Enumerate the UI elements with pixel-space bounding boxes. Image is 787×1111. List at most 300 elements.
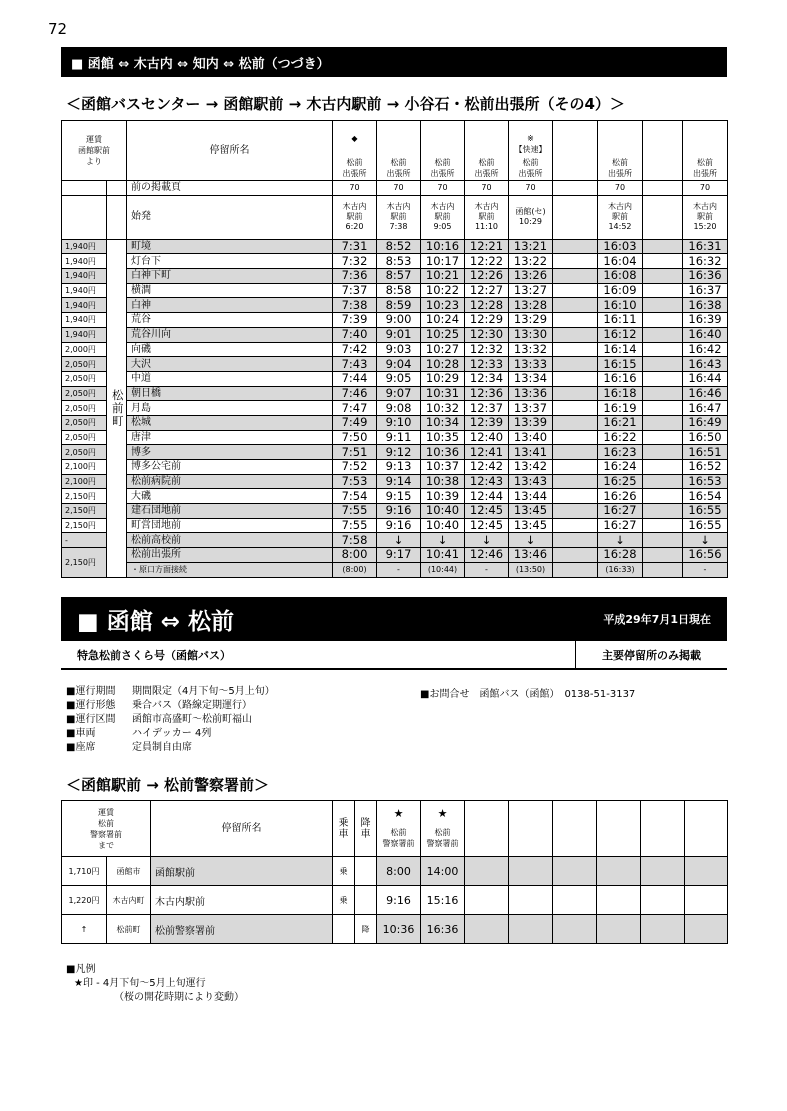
trip-header: [421, 121, 465, 181]
stop-row: [62, 283, 728, 298]
origin-line2: 函館(セ): [515, 207, 546, 217]
time-cell: 16:44: [683, 371, 728, 386]
section2-band: [61, 641, 727, 670]
fare-header: 運賃 松前 警察署前 まで: [62, 801, 151, 857]
stop-name: 大沢: [127, 357, 333, 372]
trip-dest-line1: 松前: [478, 158, 495, 167]
terminal-sub-row: [62, 562, 728, 577]
time-cell: 12:21: [465, 239, 509, 254]
info-row: [66, 685, 275, 699]
trip-header: [598, 121, 643, 181]
stop-name: 松前出張所: [127, 548, 333, 563]
time-cell: 12:22: [465, 254, 509, 269]
trip-dest-line2: 警察署前: [426, 839, 459, 848]
trip-dest-line2: 出張所: [608, 169, 632, 178]
origin-cell: [421, 195, 465, 239]
route-name: 特急松前さくら号（函館バス）: [77, 648, 231, 662]
time-cell: 8:57: [377, 269, 421, 284]
time-cell: 10:16: [421, 239, 465, 254]
time-cell: 12:41: [465, 445, 509, 460]
time-cell: [553, 415, 598, 430]
stop-row: [62, 401, 728, 416]
board-cell: [333, 915, 355, 944]
prev-page-label: 前の掲載頁: [127, 181, 333, 196]
time-cell: [643, 239, 683, 254]
stop-row: [62, 327, 728, 342]
time-cell: 9:10: [377, 415, 421, 430]
time-cell: 7:47: [333, 401, 377, 416]
time-cell: 10:35: [421, 430, 465, 445]
terminal-row: [62, 548, 728, 563]
origin-line1: 木古内: [693, 202, 717, 212]
time-cell: 7:44: [333, 371, 377, 386]
stop-row: [62, 430, 728, 445]
stop-name: 木古内駅前: [151, 886, 333, 915]
time-cell: 12:46: [465, 548, 509, 563]
origin-label: 始発: [127, 195, 333, 239]
prev-page-cell: [643, 181, 683, 196]
header-row: [62, 801, 728, 857]
board-cell: 乗: [333, 886, 355, 915]
time-cell: 12:42: [465, 460, 509, 475]
time-cell: [553, 239, 598, 254]
stop-row: [62, 386, 728, 401]
empty-time-cell: [685, 886, 728, 915]
time-cell: 10:28: [421, 357, 465, 372]
time-cell: 16:43: [683, 357, 728, 372]
time-cell: 13:40: [509, 430, 553, 445]
origin-time: 10:29: [518, 217, 543, 227]
stop-name: 荒谷川向: [127, 327, 333, 342]
time-cell: 16:27: [598, 518, 643, 533]
time-cell: [553, 269, 598, 284]
time-cell: [643, 386, 683, 401]
empty-time-cell: [641, 886, 685, 915]
fare-cell: 2,050円: [62, 415, 107, 430]
empty-time-cell: [509, 886, 553, 915]
time-cell: 8:00: [377, 857, 421, 886]
time-cell: 7:40: [333, 327, 377, 342]
stop-name: 松前高校前: [127, 533, 333, 548]
info-key: ■運行区間: [66, 714, 116, 725]
time-cell: [643, 533, 683, 548]
trip-mark: [553, 155, 597, 179]
trip-mark: [643, 155, 682, 179]
time-cell: 12:29: [465, 313, 509, 328]
time-cell: 16:14: [598, 342, 643, 357]
trip-mark: [421, 133, 464, 157]
alight-cell: [355, 857, 377, 886]
fare-cell: 2,050円: [62, 430, 107, 445]
fare-cell: 2,050円: [62, 445, 107, 460]
time-cell: 12:33: [465, 357, 509, 372]
time-cell: [553, 474, 598, 489]
time-cell: [643, 504, 683, 519]
stop-name: 松城: [127, 415, 333, 430]
connection-time: -: [465, 562, 509, 577]
time-cell: 13:29: [509, 313, 553, 328]
origin-line1: 木古内: [608, 202, 632, 212]
trip-mark: ★: [393, 807, 404, 820]
time-cell: 16:04: [598, 254, 643, 269]
time-cell: 13:22: [509, 254, 553, 269]
time-cell: 13:33: [509, 357, 553, 372]
trip-header: [421, 801, 465, 857]
time-cell: [643, 445, 683, 460]
empty-trip-header: [509, 801, 553, 857]
alight-header: 降 車: [355, 801, 377, 857]
fare-cell: 2,150円: [62, 548, 107, 577]
fare-cell: ↑: [62, 915, 107, 944]
stop-row: [62, 342, 728, 357]
time-cell: 10:36: [421, 445, 465, 460]
time-cell: 9:03: [377, 342, 421, 357]
time-cell: 16:10: [598, 298, 643, 313]
origin-line1: 木古内: [474, 202, 499, 212]
fare-cell: 1,940円: [62, 298, 107, 313]
blank-cell: [107, 181, 127, 196]
time-cell: 16:25: [598, 474, 643, 489]
info-row: [66, 727, 275, 741]
time-cell: 12:45: [465, 504, 509, 519]
time-cell: 16:28: [598, 548, 643, 563]
stop-row: [62, 886, 728, 915]
trip-mark: ※ 【快速】: [514, 134, 547, 154]
time-cell: 7:39: [333, 313, 377, 328]
legend-line2: （桜の開花時期により変動）: [114, 992, 244, 1003]
trip-dest-line2: 出張所: [693, 169, 717, 178]
origin-row: [62, 195, 728, 239]
time-cell: 9:05: [377, 371, 421, 386]
time-cell: 13:39: [509, 415, 553, 430]
time-cell: 12:45: [465, 518, 509, 533]
time-cell: 16:55: [683, 504, 728, 519]
section1-subtitle: ＜函館バスセンター → 函館駅前 → 木古内駅前 → 小谷石・松前出張所（その4）＞: [66, 95, 625, 113]
origin-line2: 駅前: [434, 212, 451, 222]
time-cell: 9:12: [377, 445, 421, 460]
time-cell: [643, 298, 683, 313]
time-cell: 13:45: [509, 504, 553, 519]
time-cell: 7:37: [333, 283, 377, 298]
stop-header: 停留所名: [151, 801, 333, 857]
origin-line1: 木古内: [430, 202, 455, 212]
legend-title: ■凡例: [66, 964, 96, 975]
time-cell: 7:49: [333, 415, 377, 430]
header-row: [62, 121, 728, 181]
time-cell: 16:23: [598, 445, 643, 460]
section2-subtitle: ＜函館駅前 → 松前警察署前＞: [66, 776, 270, 794]
connection-time: (10:44): [421, 562, 465, 577]
prev-page-cell: [553, 181, 598, 196]
time-cell: [643, 489, 683, 504]
time-cell: 10:41: [421, 548, 465, 563]
stop-name: 町境: [127, 239, 333, 254]
origin-line2: 駅前: [697, 212, 713, 222]
area-cell: 木古内町: [107, 886, 151, 915]
time-cell: 12:34: [465, 371, 509, 386]
time-cell: 10:17: [421, 254, 465, 269]
origin-line2: 駅前: [612, 212, 628, 222]
stop-name: 町営団地前: [127, 518, 333, 533]
origin-time: 14:52: [608, 222, 632, 232]
trip-dest-line2: 警察署前: [382, 839, 415, 848]
trip-dest-line2: 出張所: [342, 169, 367, 178]
empty-time-cell: [597, 857, 641, 886]
info-row: [66, 713, 275, 727]
time-cell: 12:43: [465, 474, 509, 489]
fare-header: 運賃 函館駅前 より: [62, 121, 127, 181]
time-cell: 16:52: [683, 460, 728, 475]
time-cell: 10:40: [421, 518, 465, 533]
time-cell: 9:14: [377, 474, 421, 489]
time-cell: 15:16: [421, 886, 465, 915]
info-value: 定員制自由席: [132, 742, 192, 753]
time-cell: 13:46: [509, 548, 553, 563]
origin-cell: [553, 195, 598, 239]
alight-cell: 降: [355, 915, 377, 944]
time-cell: [553, 283, 598, 298]
time-cell: 16:18: [598, 386, 643, 401]
time-cell: [643, 371, 683, 386]
time-cell: [553, 533, 598, 548]
stop-row: [62, 518, 728, 533]
time-cell: [643, 474, 683, 489]
time-cell: 7:50: [333, 430, 377, 445]
empty-time-cell: [597, 886, 641, 915]
time-cell: 13:27: [509, 283, 553, 298]
prev-page-cell: 70: [333, 181, 377, 196]
time-cell: 9:04: [377, 357, 421, 372]
time-cell: 16:26: [598, 489, 643, 504]
time-cell: 8:59: [377, 298, 421, 313]
time-cell: [643, 254, 683, 269]
empty-time-cell: [641, 915, 685, 944]
time-cell: 12:32: [465, 342, 509, 357]
time-cell: 9:16: [377, 886, 421, 915]
section2-date: 平成29年7月1日現在: [603, 613, 711, 626]
time-cell: 16:09: [598, 283, 643, 298]
trip-mark: [598, 133, 642, 157]
time-cell: [643, 313, 683, 328]
time-cell: 16:38: [683, 298, 728, 313]
time-cell: 16:15: [598, 357, 643, 372]
time-cell: ↓: [377, 533, 421, 548]
prev-page-cell: 70: [377, 181, 421, 196]
trip-dest-line2: 出張所: [474, 169, 499, 178]
trip-header: [643, 121, 683, 181]
time-cell: [643, 548, 683, 563]
time-cell: 16:32: [683, 254, 728, 269]
time-cell: 9:16: [377, 518, 421, 533]
time-cell: 13:42: [509, 460, 553, 475]
page-number: 72: [48, 20, 68, 38]
trip-dest-line1: 松前: [522, 158, 539, 167]
fare-cell: 2,050円: [62, 386, 107, 401]
empty-time-cell: [641, 857, 685, 886]
empty-time-cell: [509, 915, 553, 944]
trip-mark: [465, 133, 508, 157]
trip-mark: ◆: [351, 134, 358, 143]
origin-line2: 駅前: [346, 212, 363, 222]
trip-dest-line1: 松前: [390, 158, 407, 167]
origin-time: 15:20: [693, 222, 717, 232]
time-cell: 9:08: [377, 401, 421, 416]
service-info: [66, 685, 275, 755]
info-value: 期間限定（4月下旬〜5月上旬）: [132, 686, 275, 697]
empty-time-cell: [465, 886, 509, 915]
info-key: ■座席: [66, 742, 96, 753]
time-cell: [643, 430, 683, 445]
stop-row: [62, 857, 728, 886]
empty-time-cell: [685, 915, 728, 944]
time-cell: 7:42: [333, 342, 377, 357]
time-cell: 16:27: [598, 504, 643, 519]
time-cell: 10:21: [421, 269, 465, 284]
trip-header: [683, 121, 728, 181]
origin-line2: 駅前: [390, 212, 407, 222]
time-cell: 13:21: [509, 239, 553, 254]
empty-time-cell: [509, 857, 553, 886]
stop-row: [62, 474, 728, 489]
legend: [66, 963, 244, 1005]
time-cell: 10:23: [421, 298, 465, 313]
info-key: ■運行形態: [66, 700, 116, 711]
time-cell: [643, 460, 683, 475]
time-cell: 12:28: [465, 298, 509, 313]
time-cell: 10:34: [421, 415, 465, 430]
trip-header: [377, 801, 421, 857]
empty-time-cell: [465, 915, 509, 944]
origin-time: 9:05: [433, 222, 452, 232]
time-cell: [643, 518, 683, 533]
info-key: ■運行期間: [66, 686, 116, 697]
time-cell: 16:55: [683, 518, 728, 533]
stop-name: 松前病院前: [127, 474, 333, 489]
fare-cell: 1,940円: [62, 269, 107, 284]
stop-name: 荒谷: [127, 313, 333, 328]
stop-name: 向磯: [127, 342, 333, 357]
stop-row: [62, 254, 728, 269]
time-cell: [553, 313, 598, 328]
time-cell: 10:22: [421, 283, 465, 298]
trip-mark: ★: [437, 807, 448, 820]
stop-row: [62, 460, 728, 475]
trip-header: [509, 121, 553, 181]
main-stops-note: 主要停留所のみ掲載: [575, 641, 727, 668]
time-cell: 16:31: [683, 239, 728, 254]
stop-name: 唐津: [127, 430, 333, 445]
time-cell: 16:08: [598, 269, 643, 284]
time-cell: [553, 504, 598, 519]
stop-name: 函館駅前: [151, 857, 333, 886]
stop-name: 博多公宅前: [127, 460, 333, 475]
time-cell: [553, 430, 598, 445]
time-cell: 7:31: [333, 239, 377, 254]
time-cell: [553, 327, 598, 342]
info-value: 乗合バス（路線定期運行）: [132, 700, 252, 711]
fare-cell: 1,940円: [62, 327, 107, 342]
time-cell: 7:32: [333, 254, 377, 269]
timetable-section2: [61, 800, 728, 944]
info-value: 函館市高盛町〜松前町福山: [132, 714, 252, 725]
time-cell: [553, 518, 598, 533]
time-cell: 16:40: [683, 327, 728, 342]
stop-row: [62, 371, 728, 386]
blank-cell: [62, 181, 107, 196]
stop-row: [62, 415, 728, 430]
time-cell: 12:27: [465, 283, 509, 298]
time-cell: 7:54: [333, 489, 377, 504]
time-cell: 7:55: [333, 518, 377, 533]
time-cell: 16:46: [683, 386, 728, 401]
time-cell: 16:42: [683, 342, 728, 357]
time-cell: 12:39: [465, 415, 509, 430]
time-cell: ↓: [465, 533, 509, 548]
fare-cell: 2,100円: [62, 460, 107, 475]
info-row: [66, 699, 275, 713]
time-cell: 10:32: [421, 401, 465, 416]
time-cell: ↓: [683, 533, 728, 548]
fare-cell: 1,940円: [62, 254, 107, 269]
stop-row: [62, 445, 728, 460]
fare-cell: -: [62, 533, 107, 548]
time-cell: 16:22: [598, 430, 643, 445]
time-cell: 16:24: [598, 460, 643, 475]
time-cell: [643, 357, 683, 372]
fare-cell: 1,940円: [62, 239, 107, 254]
blank-cell: [107, 195, 127, 239]
time-cell: 10:36: [377, 915, 421, 944]
time-cell: 12:37: [465, 401, 509, 416]
trip-dest-line1: 松前: [612, 158, 628, 167]
time-cell: 10:27: [421, 342, 465, 357]
time-cell: 16:39: [683, 313, 728, 328]
time-cell: [643, 269, 683, 284]
origin-line1: 木古内: [386, 202, 411, 212]
time-cell: [553, 357, 598, 372]
connection-time: [553, 562, 598, 577]
stop-name: 朝日橋: [127, 386, 333, 401]
time-cell: ↓: [421, 533, 465, 548]
time-cell: 16:36: [421, 915, 465, 944]
time-cell: 9:15: [377, 489, 421, 504]
time-cell: ↓: [598, 533, 643, 548]
empty-trip-header: [641, 801, 685, 857]
section2-title-bar: [61, 597, 727, 641]
info-value: ハイデッカー 4列: [132, 728, 212, 739]
trip-dest-line1: 松前: [346, 158, 363, 167]
origin-cell: [333, 195, 377, 239]
prev-page-cell: 70: [465, 181, 509, 196]
time-cell: 16:19: [598, 401, 643, 416]
time-cell: [553, 342, 598, 357]
origin-time: 11:10: [474, 222, 499, 232]
time-cell: 16:53: [683, 474, 728, 489]
fare-cell: 2,150円: [62, 518, 107, 533]
time-cell: [643, 283, 683, 298]
time-cell: 13:43: [509, 474, 553, 489]
time-cell: 16:47: [683, 401, 728, 416]
trip-header: [465, 121, 509, 181]
time-cell: 9:13: [377, 460, 421, 475]
time-cell: 10:40: [421, 504, 465, 519]
connection-time: -: [683, 562, 728, 577]
time-cell: 13:34: [509, 371, 553, 386]
time-cell: 10:29: [421, 371, 465, 386]
time-cell: 9:11: [377, 430, 421, 445]
time-cell: [553, 254, 598, 269]
origin-cell: [509, 195, 553, 239]
